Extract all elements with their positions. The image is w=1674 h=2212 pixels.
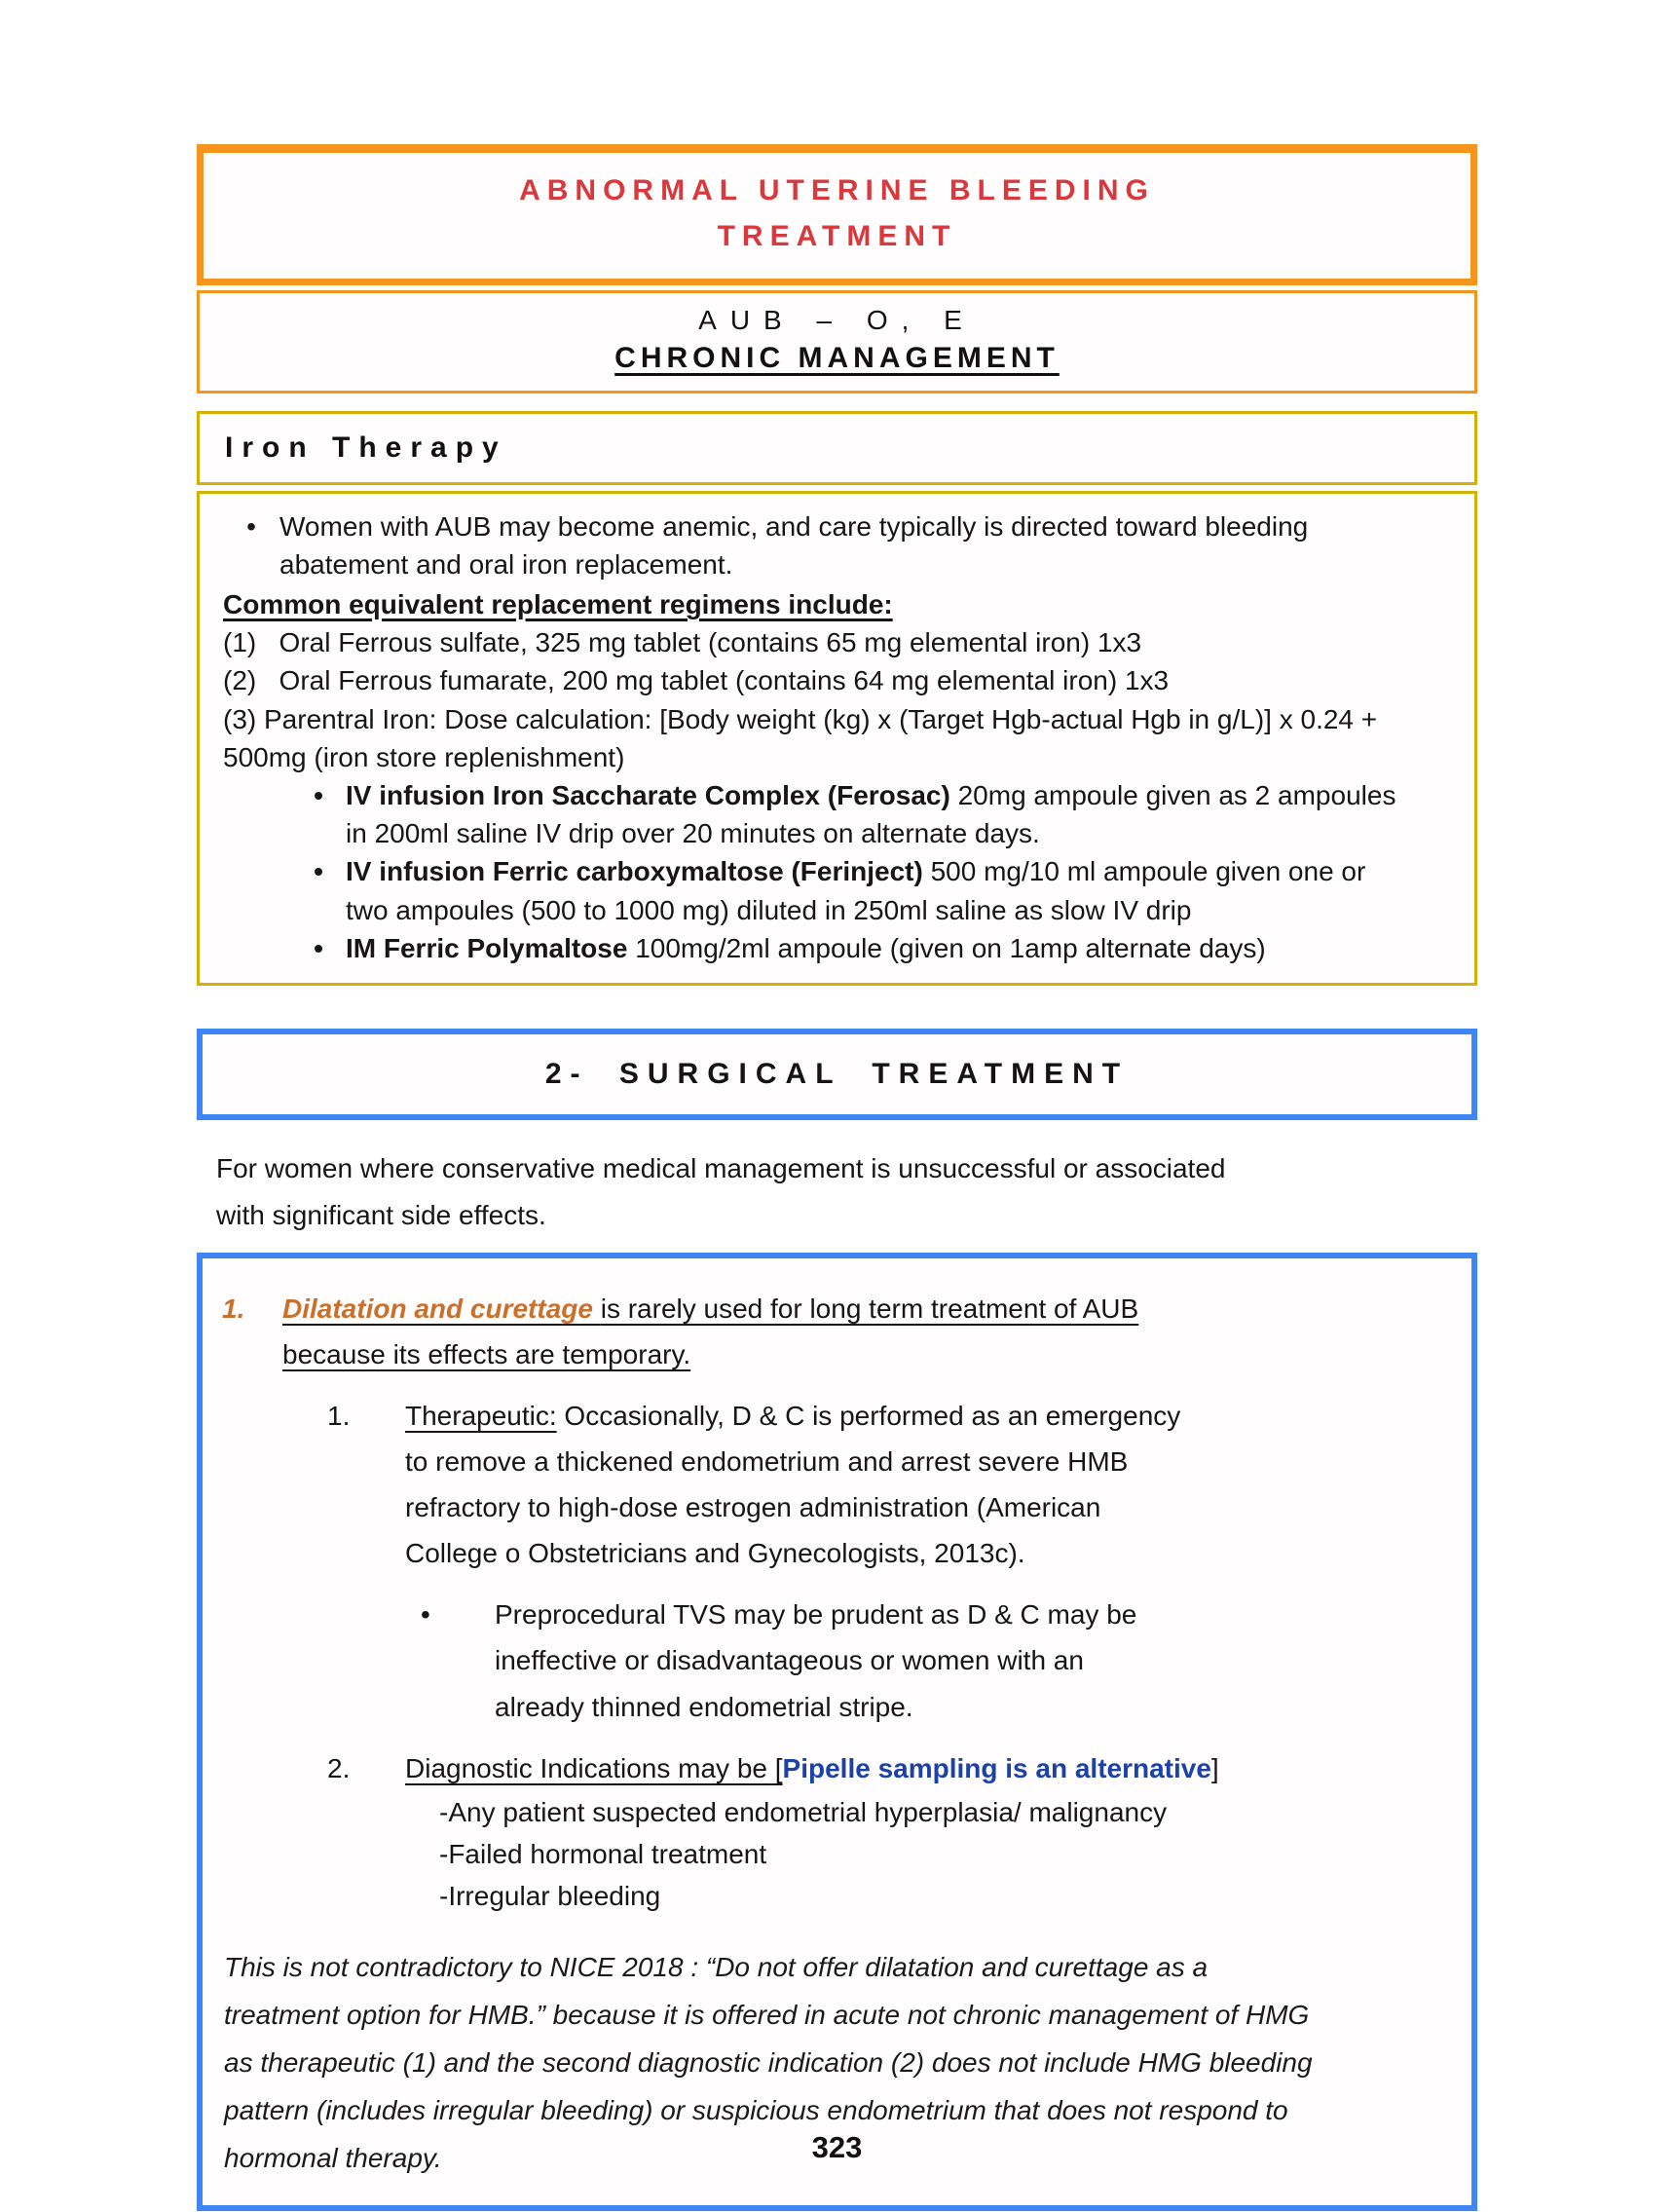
therapeutic-text-block: [405, 1393, 1194, 1576]
bullet-dot: •: [314, 856, 323, 887]
diagnostic-number: 2.: [327, 1752, 351, 1783]
sublist-item-polymaltose-text: [346, 929, 1266, 967]
ferosac-bold: IV infusion Iron Saccharate Complex (Ferosac): [346, 780, 950, 810]
tvs-bullet-text: Preprocedural TVS may be prudent as D & C may be ineffective or disadvantageous or women with an already thinned endometrial stripe.: [495, 1599, 1137, 1722]
page-number: 323: [811, 2130, 863, 2164]
ferinject-rest: 500 mg/10 ml ampoule given one or two ampoules (500 to 1000 mg) diluted in 250ml saline as slow IV drip: [346, 856, 1366, 925]
bullet-dot: •: [246, 510, 256, 542]
ferinject-bold: IV infusion Ferric carboxymaltose (Ferinject): [346, 856, 923, 887]
sublist-item-ferosac: [291, 776, 1451, 852]
dc-title-rest: is rarely used for long term treatment of AUB because its effects are temporary.: [282, 1293, 1139, 1370]
page-content: [197, 144, 1477, 2211]
pipelle-alternative-text: Pipelle sampling is an alternative: [782, 1752, 1211, 1783]
therapeutic-item: [327, 1393, 1442, 1576]
diagnostic-label: Diagnostic Indications may be [: [405, 1752, 783, 1783]
iron-therapy-content-box: [197, 491, 1477, 986]
dash-item-hyperplasia: -Any patient suspected endometrial hyperplasia/ malignancy: [439, 1796, 1168, 1827]
diagnostic-close-bracket: ]: [1210, 1752, 1219, 1783]
bullet-dot: •: [314, 932, 323, 963]
diagnostic-dash-list: [439, 1791, 1442, 1918]
regimen-item-2: (2) Oral Ferrous fumarate, 200 mg tablet (contains 64 mg elemental iron) 1x3: [223, 665, 1170, 696]
parenteral-iron-sublist: [223, 776, 1451, 967]
surgical-intro-paragraph: For women where conservative medical management is unsuccessful or associated with significant side effects.: [216, 1152, 1226, 1231]
sublist-item-ferinject: [291, 852, 1451, 928]
dc-heading-row: [222, 1286, 1442, 1377]
iron-bullet-anemia: [223, 507, 1451, 583]
therapeutic-label: Therapeutic:: [405, 1401, 557, 1432]
title-box: [197, 144, 1477, 285]
bullet-dot: •: [314, 780, 323, 810]
bullet-dot: •: [421, 1599, 430, 1631]
subtitle-chronic-management: CHRONIC MANAGEMENT: [614, 342, 1060, 375]
sublist-item-ferinject-text: [346, 852, 1397, 928]
diagnostic-text-block: [405, 1745, 1219, 1791]
iron-bullet-anemia-text: Women with AUB may become anemic, and care typically is directed toward bleeding abatement and oral iron replacement.: [279, 510, 1309, 580]
regimen-item-1: (1) Oral Ferrous sulfate, 325 mg tablet (contains 65 mg elemental iron) 1x3: [223, 627, 1142, 658]
iron-therapy-header-box: [197, 411, 1477, 485]
sublist-item-polymaltose: [291, 929, 1451, 967]
dilatation-curettage-box: [197, 1253, 1477, 2210]
subtitle-aub-oe: AUB – O, E: [698, 305, 976, 335]
dc-title-orange: Dilatation and curettage: [282, 1293, 601, 1325]
document-title-line1: ABNORMAL UTERINE BLEEDING: [519, 174, 1155, 206]
surgical-treatment-heading: 2- SURGICAL TREATMENT: [544, 1057, 1130, 1090]
regimens-heading: Common equivalent replacement regimens include:: [223, 589, 893, 620]
nice-2018-note: This is not contradictory to NICE 2018 : “Do not offer dilatation and curettage as a treatment option for HMB.” because it is offered in acute not chronic management of HMG as therapeutic (1) and the second diagnostic indication (2) does not include HMG bleeding pattern (includes irregular bleeding) or suspicious endometrium that does not respond to hormonal therapy.: [224, 1951, 1313, 2173]
dc-heading-text: [282, 1286, 1208, 1377]
dash-item-failed-hormonal: -Failed hormonal treatment: [439, 1838, 767, 1869]
surgical-treatment-box: [197, 1029, 1477, 1120]
subtitle-box: [197, 290, 1477, 394]
iron-therapy-heading: Iron Therapy: [225, 431, 507, 464]
therapeutic-number: 1.: [327, 1401, 351, 1432]
polymaltose-rest: 100mg/2ml ampoule (given on 1amp alternate days): [627, 932, 1266, 963]
dash-item-irregular-bleeding: -Irregular bleeding: [439, 1881, 661, 1912]
sublist-item-ferosac-text: [346, 776, 1397, 852]
dc-item-number: 1.: [222, 1293, 245, 1325]
document-title-line2: TREATMENT: [717, 219, 957, 252]
tvs-bullet-item: [415, 1592, 1442, 1729]
diagnostic-item: [327, 1745, 1442, 1791]
polymaltose-bold: IM Ferric Polymaltose: [346, 932, 628, 963]
regimen-item-3: (3) Parentral Iron: Dose calculation: [Body weight (kg) x (Target Hgb-actual Hgb in g/L)] x 0.24 + 500mg (iron store replenishment): [223, 703, 1385, 772]
therapeutic-text: Occasionally, D & C is performed as an emergency to remove a thickened endometrium and arrest severe HMB refractory to high-dose estrogen administration (American College o Obstetricians and Gynecologists, 2013c).: [405, 1401, 1181, 1569]
ferosac-rest: 20mg ampoule given as 2 ampoules in 200ml saline IV drip over 20 minutes on alternate days.: [346, 780, 1396, 849]
